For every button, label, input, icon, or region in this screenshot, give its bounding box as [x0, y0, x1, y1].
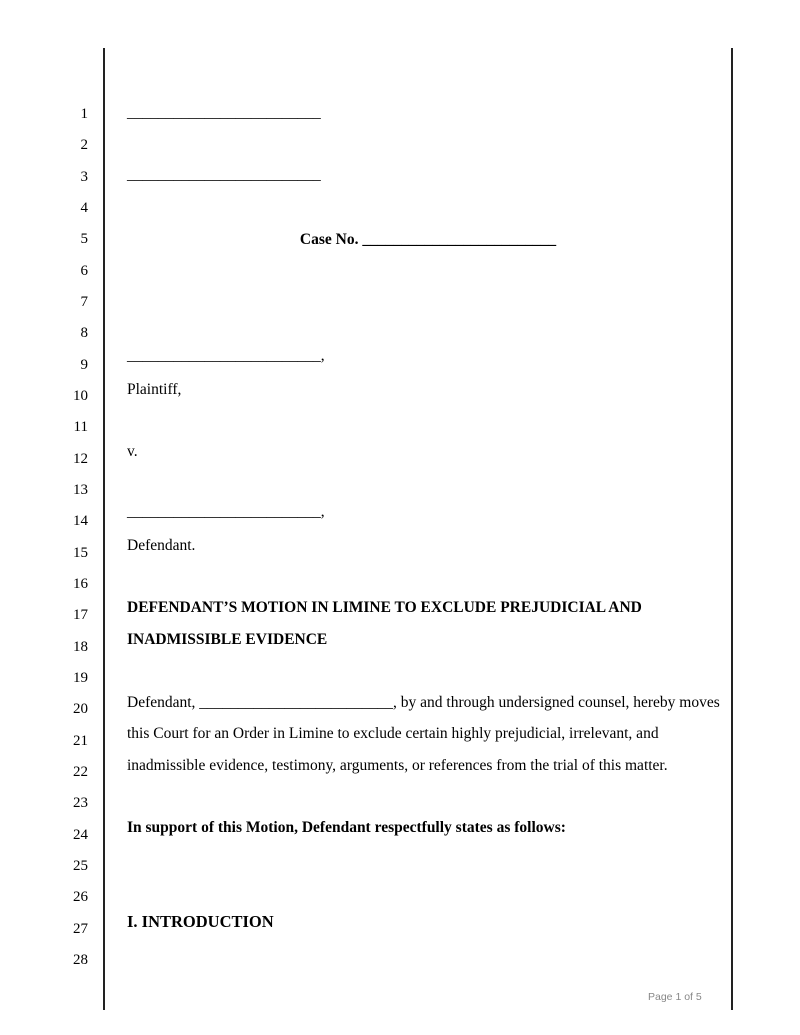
defendant-label: Defendant. [127, 537, 196, 554]
line-number: 21 [73, 732, 88, 749]
intro-paragraph-line: this Court for an Order in Limine to exclude certain highly prejudicial, irrelevant, and [127, 725, 659, 742]
line-number: 15 [73, 544, 88, 561]
versus-label: v. [127, 443, 138, 460]
intro-paragraph-line: inadmissible evidence, testimony, arguments, or references from the trial of this matter. [127, 757, 668, 774]
line-number: 20 [73, 701, 88, 718]
defendant-name-blank: _________________________, [127, 503, 325, 520]
plaintiff-name-blank: _________________________, [127, 347, 325, 364]
line-number: 14 [73, 513, 88, 530]
line-number: 4 [80, 199, 88, 216]
line-number: 22 [73, 763, 88, 780]
attorney-name-blank: _________________________ [127, 104, 321, 121]
motion-title-line-1: DEFENDANT’S MOTION IN LIMINE TO EXCLUDE PREJUDICIAL AND [127, 599, 642, 616]
line-number: 17 [73, 607, 88, 624]
line-number: 28 [73, 951, 88, 968]
line-number: 27 [73, 920, 88, 937]
line-number: 6 [80, 262, 88, 279]
intro-paragraph-line: Defendant, _________________________, by and through undersigned counsel, hereby moves [127, 694, 720, 711]
section-heading: I. INTRODUCTION [127, 912, 274, 931]
line-number: 16 [73, 575, 88, 592]
line-number-column [40, 105, 88, 982]
case-number-label: Case No. [299, 231, 359, 248]
line-number: 7 [80, 293, 88, 310]
plaintiff-label: Plaintiff, [127, 381, 182, 398]
line-number: 9 [80, 356, 88, 373]
line-number: 5 [80, 231, 88, 248]
line-number: 19 [73, 669, 88, 686]
line-number: 26 [73, 889, 88, 906]
line-number: 24 [73, 826, 88, 843]
support-statement: In support of this Motion, Defendant respectfully states as follows: [127, 819, 566, 836]
right-margin-rule [731, 48, 733, 1010]
line-number: 10 [73, 387, 88, 404]
line-number: 18 [73, 638, 88, 655]
motion-title-line-2: INADMISSIBLE EVIDENCE [127, 631, 328, 648]
attorney-info-blank: _________________________ [127, 166, 321, 183]
line-number: 13 [73, 481, 88, 498]
line-number: 25 [73, 857, 88, 874]
line-number: 11 [73, 419, 88, 436]
line-number: 23 [73, 795, 88, 812]
line-number: 8 [80, 325, 88, 342]
left-margin-rule [103, 48, 105, 1010]
line-number: 2 [80, 137, 88, 154]
case-number-blank: _________________________ [362, 231, 557, 248]
page-footer: Page 1 of 5 [648, 991, 702, 1003]
line-number: 1 [80, 106, 88, 122]
line-number: 3 [80, 168, 88, 185]
line-number: 12 [73, 450, 88, 467]
case-number-line [127, 231, 729, 249]
